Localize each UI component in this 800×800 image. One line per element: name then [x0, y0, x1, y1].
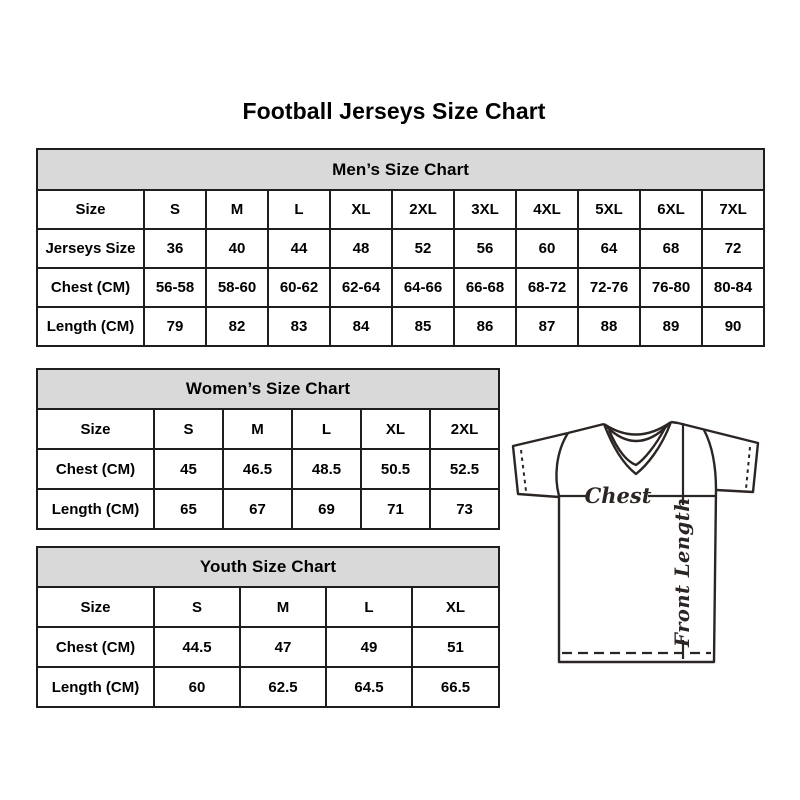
table-cell: 67 [223, 489, 292, 529]
table-cell: 80-84 [702, 268, 764, 307]
table-cell: 83 [268, 307, 330, 346]
row-header: Length (CM) [37, 307, 144, 346]
table-cell: 76-80 [640, 268, 702, 307]
row-header: Size [37, 190, 144, 229]
table-cell: 60-62 [268, 268, 330, 307]
table-cell: 4XL [516, 190, 578, 229]
front-length-label: Front Length [671, 497, 694, 647]
table-cell: 52.5 [430, 449, 499, 489]
table-row [37, 587, 499, 627]
table-cell: 86 [454, 307, 516, 346]
table-cell: 6XL [640, 190, 702, 229]
table-cell: 84 [330, 307, 392, 346]
table-row [37, 489, 499, 529]
row-header: Size [37, 587, 154, 627]
table-cell: 66.5 [412, 667, 499, 707]
table-cell: 65 [154, 489, 223, 529]
table-title-row [37, 369, 499, 409]
table-cell: L [292, 409, 361, 449]
table-cell: 7XL [702, 190, 764, 229]
row-header: Chest (CM) [37, 627, 154, 667]
table-cell: 87 [516, 307, 578, 346]
table-cell: 2XL [430, 409, 499, 449]
table-cell: 89 [640, 307, 702, 346]
table-cell: 56-58 [144, 268, 206, 307]
table-cell: 69 [292, 489, 361, 529]
table-cell: 62-64 [330, 268, 392, 307]
table-cell: 66-68 [454, 268, 516, 307]
row-header: Length (CM) [37, 489, 154, 529]
table-cell: 68-72 [516, 268, 578, 307]
table-cell: XL [330, 190, 392, 229]
table-cell: L [268, 190, 330, 229]
table-cell: 90 [702, 307, 764, 346]
table-cell: 40 [206, 229, 268, 268]
womens-table-title: Women’s Size Chart [37, 369, 499, 409]
table-cell: 71 [361, 489, 430, 529]
left-cuff-dash-line [521, 450, 526, 491]
table-cell: L [326, 587, 412, 627]
table-cell: 60 [154, 667, 240, 707]
table-cell: 47 [240, 627, 326, 667]
table-cell: 60 [516, 229, 578, 268]
table-cell: 85 [392, 307, 454, 346]
table-cell: S [154, 409, 223, 449]
table-cell: 88 [578, 307, 640, 346]
womens-size-table [36, 368, 500, 530]
table-cell: 58-60 [206, 268, 268, 307]
table-row [37, 627, 499, 667]
table-cell: 72-76 [578, 268, 640, 307]
table-row [37, 229, 764, 268]
table-cell: 46.5 [223, 449, 292, 489]
youth-size-table [36, 546, 500, 708]
table-cell: 51 [412, 627, 499, 667]
table-cell: 49 [326, 627, 412, 667]
mens-size-table [36, 148, 765, 347]
table-cell: S [154, 587, 240, 627]
mens-table-title: Men’s Size Chart [37, 149, 764, 190]
jersey-left-sleeve [513, 433, 568, 497]
table-row [37, 449, 499, 489]
table-cell: 44 [268, 229, 330, 268]
jersey-right-sleeve [678, 423, 758, 492]
table-cell: 56 [454, 229, 516, 268]
jersey-measurement-diagram [500, 411, 778, 669]
table-row [37, 409, 499, 449]
row-header: Length (CM) [37, 667, 154, 707]
row-header: Chest (CM) [37, 449, 154, 489]
table-cell: 82 [206, 307, 268, 346]
row-header: Size [37, 409, 154, 449]
table-cell: M [206, 190, 268, 229]
table-cell: M [223, 409, 292, 449]
jersey-left-armhole [556, 433, 568, 496]
table-cell: XL [412, 587, 499, 627]
table-row [37, 667, 499, 707]
jersey-right-armhole [704, 430, 716, 490]
table-cell: 79 [144, 307, 206, 346]
table-row [37, 268, 764, 307]
table-cell: 64.5 [326, 667, 412, 707]
table-cell: 72 [702, 229, 764, 268]
table-cell: 48 [330, 229, 392, 268]
table-cell: 62.5 [240, 667, 326, 707]
table-cell: 48.5 [292, 449, 361, 489]
table-cell: 45 [154, 449, 223, 489]
page-title: Football Jerseys Size Chart [242, 98, 546, 124]
jersey-left-shoulder [568, 424, 604, 433]
table-cell: 50.5 [361, 449, 430, 489]
table-cell: XL [361, 409, 430, 449]
row-header: Chest (CM) [37, 268, 144, 307]
table-cell: 73 [430, 489, 499, 529]
table-cell: 3XL [454, 190, 516, 229]
table-cell: 64-66 [392, 268, 454, 307]
table-cell: 68 [640, 229, 702, 268]
table-cell: S [144, 190, 206, 229]
table-title-row [37, 547, 499, 587]
chest-label: Chest [584, 483, 652, 508]
table-cell: 44.5 [154, 627, 240, 667]
right-cuff-dash-line [746, 447, 750, 489]
table-cell: 2XL [392, 190, 454, 229]
table-cell: M [240, 587, 326, 627]
table-cell: 5XL [578, 190, 640, 229]
table-row [37, 307, 764, 346]
table-cell: 36 [144, 229, 206, 268]
youth-table-title: Youth Size Chart [37, 547, 499, 587]
table-title-row [37, 149, 764, 190]
table-cell: 52 [392, 229, 454, 268]
table-row [37, 190, 764, 229]
table-cell: 64 [578, 229, 640, 268]
row-header: Jerseys Size [37, 229, 144, 268]
